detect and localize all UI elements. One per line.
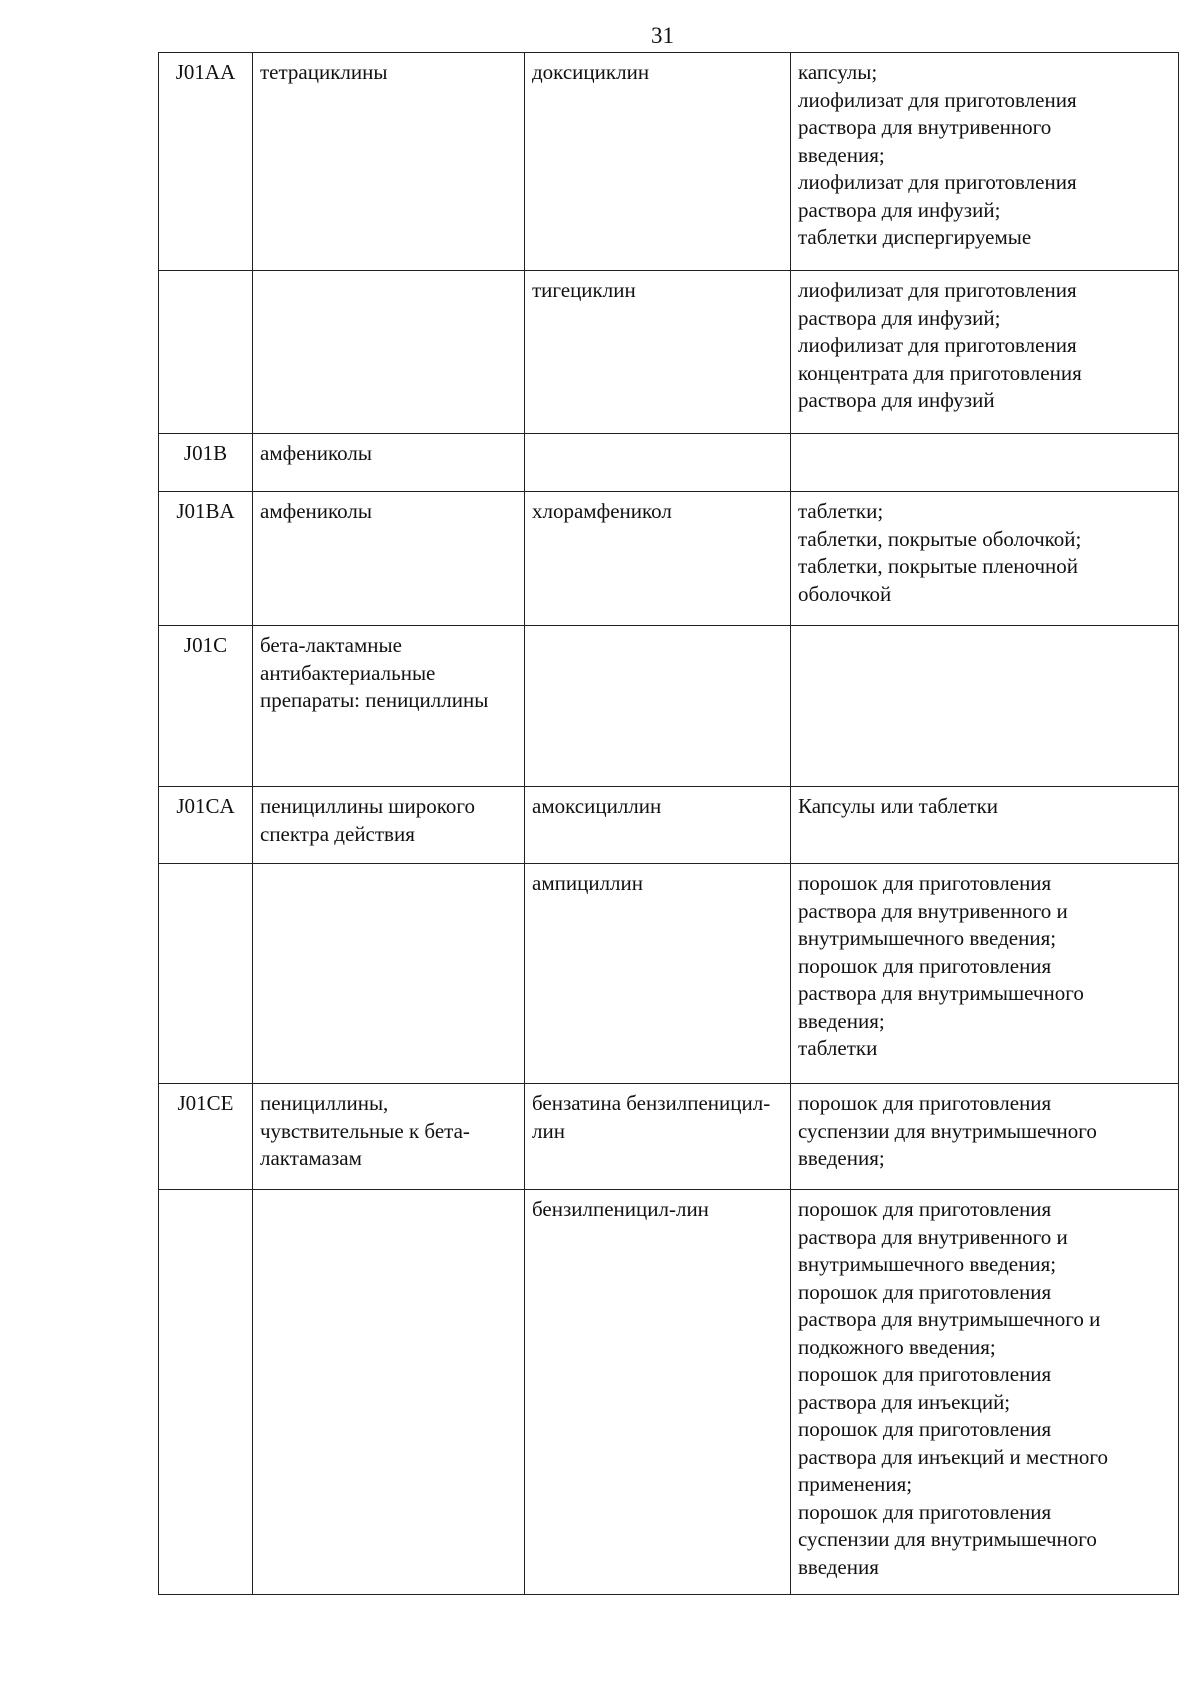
drug-name-cell: бензатина бензилпеницил-лин xyxy=(525,1084,791,1190)
dosage-forms-cell xyxy=(791,626,1179,787)
atc-code-cell: J01CA xyxy=(159,787,253,864)
dosage-form-line: раствора для внутривенного и xyxy=(798,898,1068,923)
dosage-form-line: раствора для внутривенного и xyxy=(798,1224,1068,1249)
table-row xyxy=(159,864,1179,1084)
dosage-form-line: раствора для инфузий; xyxy=(798,305,1001,330)
drug-name-cell: тигециклин xyxy=(525,271,791,434)
atc-code-cell: J01BA xyxy=(159,492,253,626)
dosage-form-line: раствора для инфузий; xyxy=(798,197,1001,222)
dosage-form-line: концентрата для приготовления xyxy=(798,360,1082,385)
page-number: 31 xyxy=(651,23,674,48)
dosage-forms-cell xyxy=(791,787,1179,864)
dosage-forms-cell xyxy=(791,1190,1179,1595)
atc-code-cell: J01C xyxy=(159,626,253,787)
dosage-form-line: таблетки, покрытые оболочкой; xyxy=(798,526,1082,551)
table-row xyxy=(159,53,1179,271)
dosage-form-line: порошок для приготовления xyxy=(798,1499,1052,1524)
dosage-form-line: таблетки, покрытые пленочной xyxy=(798,554,1079,578)
dosage-forms-cell xyxy=(791,492,1179,626)
dosage-forms-cell xyxy=(791,434,1179,492)
drug-name-cell: доксициклин xyxy=(525,53,791,271)
table-row xyxy=(159,492,1179,626)
dosage-form-line: порошок для приготовления xyxy=(798,1197,1052,1221)
drug-name-cell: ампициллин xyxy=(525,864,791,1084)
table-row xyxy=(159,626,1179,787)
drug-registry-table xyxy=(158,52,1179,1595)
dosage-form-line: таблетки xyxy=(798,1036,878,1060)
table-row xyxy=(159,787,1179,864)
dosage-form-line: порошок для приготовления xyxy=(798,1362,1052,1386)
dosage-form-line: порошок для приготовления xyxy=(798,953,1052,978)
dosage-form-line: суспензии для внутримышечного xyxy=(798,1118,1097,1143)
atc-code-cell: J01B xyxy=(159,434,253,492)
group-name-cell: бета-лактамные антибактериальные препараты: пенициллины xyxy=(253,626,525,787)
dosage-form-line: введения; xyxy=(798,1008,885,1033)
dosage-form-line: введения; xyxy=(798,1146,885,1170)
dosage-form-line: применения; xyxy=(798,1472,913,1496)
table-row xyxy=(159,1190,1179,1595)
group-name-cell: амфениколы xyxy=(253,492,525,626)
table-row xyxy=(159,271,1179,434)
group-name-cell: тетрациклины xyxy=(253,53,525,271)
dosage-form-line: внутримышечного введения; xyxy=(798,926,1057,950)
dosage-form-line: лиофилизат для приготовления xyxy=(798,333,1077,357)
dosage-forms-cell xyxy=(791,1084,1179,1190)
dosage-form-line: порошок для приготовления xyxy=(798,1417,1052,1441)
table-row xyxy=(159,434,1179,492)
dosage-form-line: порошок для приготовления xyxy=(798,871,1052,895)
dosage-form-line: капсулы; xyxy=(798,60,878,84)
group-name-cell xyxy=(253,864,525,1084)
dosage-forms-cell xyxy=(791,53,1179,271)
drug-name-cell: бензилпеницил-лин xyxy=(525,1190,791,1595)
dosage-form-line: раствора для внутримышечного xyxy=(798,981,1084,1005)
dosage-form-line: внутримышечного введения; xyxy=(798,1252,1057,1276)
dosage-form-line: порошок для приготовления xyxy=(798,1091,1052,1115)
drug-name-cell xyxy=(525,434,791,492)
drug-name-cell: амоксициллин xyxy=(525,787,791,864)
group-name-cell xyxy=(253,1190,525,1595)
table-row xyxy=(159,1084,1179,1190)
drug-name-cell xyxy=(525,626,791,787)
group-name-cell: пенициллины широкого спектра действия xyxy=(253,787,525,864)
group-name-cell: амфениколы xyxy=(253,434,525,492)
dosage-form-line: подкожного введения; xyxy=(798,1334,996,1359)
atc-code-cell xyxy=(159,864,253,1084)
atc-code-cell: J01AA xyxy=(159,53,253,271)
dosage-form-line: Капсулы или таблетки xyxy=(798,794,999,818)
dosage-form-line: лиофилизат для приготовления xyxy=(798,278,1077,302)
dosage-form-line: раствора для внутримышечного и xyxy=(798,1307,1101,1331)
dosage-form-line: оболочкой xyxy=(798,581,892,606)
dosage-form-line: таблетки диспергируемые xyxy=(798,225,1032,249)
atc-code-cell xyxy=(159,1190,253,1595)
dosage-form-line: лиофилизат для приготовления xyxy=(798,87,1077,112)
dosage-form-line: таблетки; xyxy=(798,499,884,523)
drug-name-cell: хлорамфеникол xyxy=(525,492,791,626)
dosage-form-line: суспензии для внутримышечного xyxy=(798,1527,1097,1551)
atc-code-cell: J01CE xyxy=(159,1084,253,1190)
dosage-form-line: введения; xyxy=(798,142,885,167)
dosage-form-line: раствора для инъекций; xyxy=(798,1389,1011,1414)
dosage-form-line: лиофилизат для приготовления xyxy=(798,170,1077,194)
group-name-cell xyxy=(253,271,525,434)
dosage-forms-cell xyxy=(791,864,1179,1084)
dosage-form-line: порошок для приготовления xyxy=(798,1279,1052,1304)
dosage-form-line: введения xyxy=(798,1554,879,1579)
dosage-form-line: раствора для внутривенного xyxy=(798,115,1052,139)
group-name-cell: пенициллины, чувствительные к бета-лактамазам xyxy=(253,1084,525,1190)
atc-code-cell xyxy=(159,271,253,434)
dosage-form-line: раствора для инфузий xyxy=(798,388,995,412)
dosage-forms-cell xyxy=(791,271,1179,434)
dosage-form-line: раствора для инъекций и местного xyxy=(798,1444,1109,1469)
